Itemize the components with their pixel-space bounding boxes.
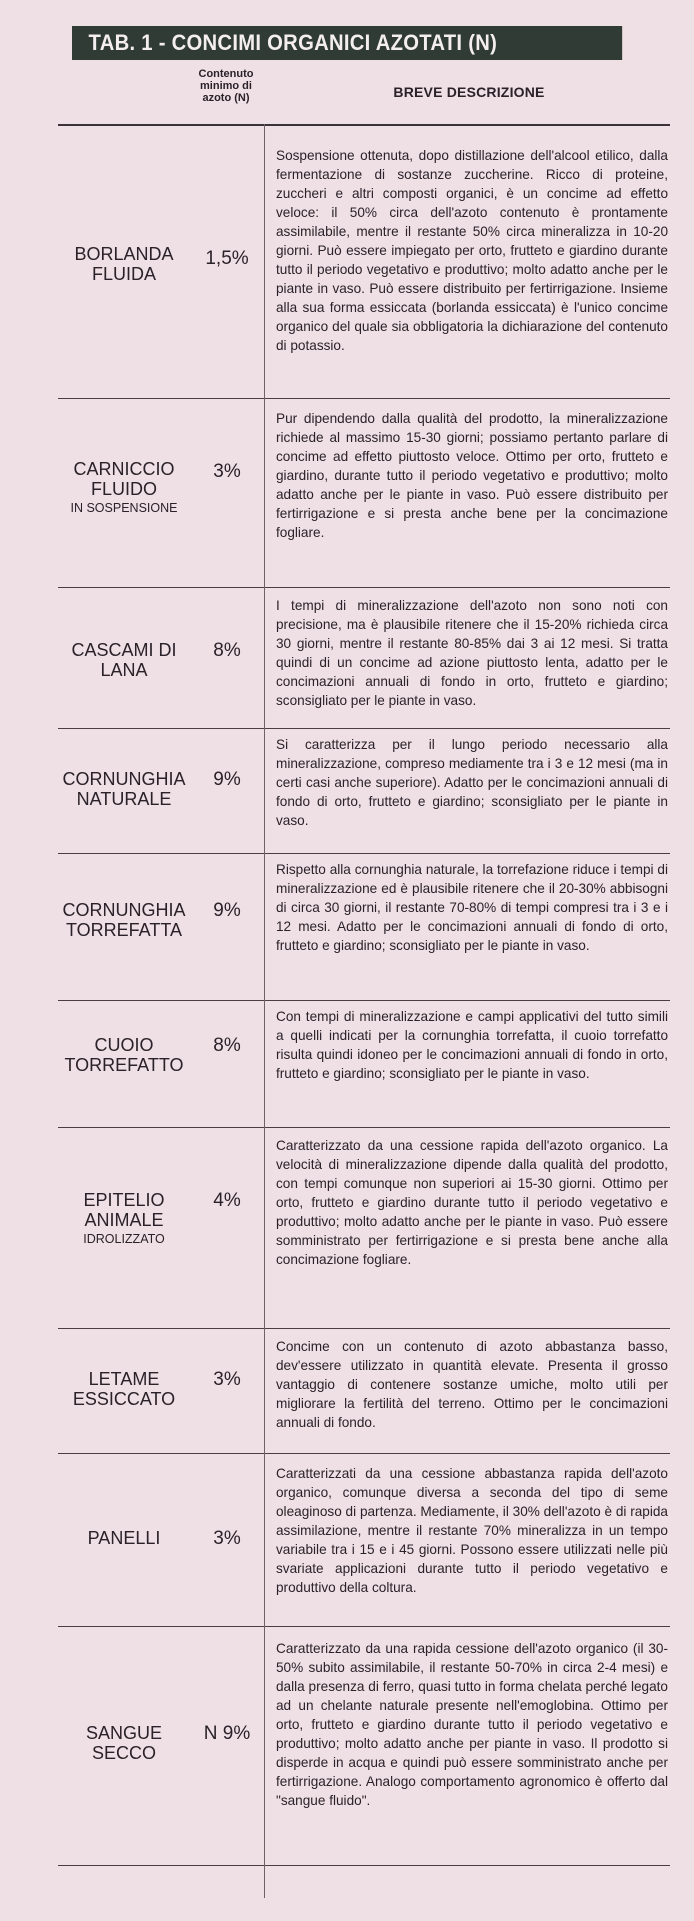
fertilizer-description: Con tempi di mineralizzazione e campi applicativi del tutto simili a quelli indicati per la cornunghia torrefatta, il cuoio torrefatto risulta quindi idoneo per le concimazioni annuali di fondo in orto, frutteto e giardino; sconsigliato per le piante in vaso. — [276, 1009, 668, 1081]
fertilizer-name: BORLANDA FLUIDA — [74, 244, 174, 284]
table-row — [58, 1128, 670, 1329]
fertilizer-description: Caratterizzato da una cessione rapida dell'azoto organico. La velocità di mineralizzazione dipende dalla qualità del prodotto, con tempi comunque non superiori ai 15-30 giorni. Ottimo per orto, frutteto e giardino durante tutto il periodo vegetativo e produttivo; molto adatto anche per le piante in vaso. Può essere somministrato per fertirrigazione e si presta bene anche alla concimazione fogliare. — [276, 1138, 668, 1267]
fertilizer-description: Si caratterizza per il lungo periodo necessario alla mineralizzazione, compreso mediamente tra i 3 e 12 mesi (ma in certi casi anche superiore). Adatto per le concimazioni annuali di fondo di orto, frutteto e giardino; sconsigliato per le piante in vaso. — [276, 737, 668, 828]
fertilizer-name: SANGUE SECCO — [85, 1723, 163, 1763]
fertilizer-name: EPITELIO ANIMALE — [83, 1190, 165, 1230]
fertilizer-description: Pur dipendendo dalla qualità del prodotto, la mineralizzazione richiede al massimo 15-30 giorni; possiamo pertanto parlare di concime ad effetto piuttosto veloce. Ottimo per orto, frutteto e giardino, durante tutto il periodo vegetativo e produttivo; molto adatto anche per le piante in vaso. Può essere distribuito per fertirrigazione e si presta anche bene per la concimazione fogliare. — [276, 411, 668, 540]
fertilizer-description: Caratterizzati da una cessione abbastanza rapida dell'azoto organico, comunque diversa a seconda del tipo di seme oleaginoso di partenza. Mediamente, il 30% dell'azoto è di rapida assimilazione, mentre il restante 70% mineralizza in un tempo variabile tra i 15 e i 45 giorni. Possono essere utilizzati nelle più svariate applicazioni durante tutto il periodo vegetativo e produttivo della coltura. — [276, 1466, 668, 1595]
table-header — [58, 66, 670, 126]
nitrogen-value: 9% — [213, 900, 241, 921]
nitrogen-value: 3% — [213, 1369, 241, 1390]
table-row — [58, 854, 670, 1001]
table-page — [58, 26, 670, 1866]
fertilizer-name-sub: IDROLIZZATO — [83, 1232, 165, 1246]
fertilizer-name: CORNUNGHIA NATURALE — [62, 769, 186, 809]
nitrogen-value: 8% — [213, 1035, 241, 1056]
fertilizer-description: Caratterizzato da una rapida cessione dell'azoto organico (il 30-50% subito assimilabile, il restante 50-70% in circa 2-4 mesi) e dalla presenza di ferro, quasi tutto in forma chelata perché legato ad un chelante naturale presente nell'emoglobina. Ottimo per orto, frutteto e giardino durante tutto il periodo vegetativo e produttivo; molto adatto anche per piante in vaso. Il prodotto si disperde in acqua e quindi può essere somministrato anche per fertirrigazione. Analogo comportamento agronomico è offerto dal "sangue fluido". — [276, 1641, 668, 1808]
nitrogen-value: 8% — [213, 640, 241, 661]
table-row — [58, 588, 670, 729]
table-title: TAB. 1 - CONCIMI ORGANICI AZOTATI (N) — [72, 26, 622, 60]
table-row — [58, 1454, 670, 1627]
nitrogen-value: 9% — [213, 769, 241, 790]
nitrogen-value: 3% — [213, 461, 241, 482]
fertilizer-description: I tempi di mineralizzazione dell'azoto non sono noti con precisione, ma è plausibile ritenere che il 15-20% richieda circa 30 giorni, mentre il restante 80-85% dai 3 ai 12 mesi. Si tratta quindi di un concime ad azione piuttosto lenta, adatto per le concimazioni annuali di fondo in orto, frutteto e giardino; sconsigliato per le piante in vaso. — [276, 598, 668, 708]
nitrogen-value: 4% — [213, 1190, 241, 1211]
fertilizer-name: CARNICCIO FLUIDO — [73, 459, 175, 499]
fertilizer-description: Rispetto alla cornunghia naturale, la torrefazione riduce i tempi di mineralizzazione ed è plausibile ritenere che il 20-30% abbisogni di circa 30 giorni, il restante 70-80% di tempi compresi tra i 3 e i 12 mesi. Adatto per le concimazioni annuali di fondo di orto, frutteto e giardino; sconsigliato per le piante in vaso. — [276, 862, 668, 953]
table-body — [58, 126, 670, 1866]
table-row — [58, 1627, 670, 1866]
table-row — [58, 729, 670, 854]
column-divider — [264, 124, 265, 1898]
nitrogen-value: N 9% — [203, 1723, 251, 1744]
fertilizer-name: CORNUNGHIA TORREFATTA — [62, 900, 186, 940]
fertilizer-name: PANELLI — [87, 1528, 161, 1548]
nitrogen-value: 1,5% — [205, 248, 249, 269]
description-column-header: BREVE DESCRIZIONE — [393, 84, 545, 100]
nitrogen-value: 3% — [213, 1528, 241, 1549]
table-row — [58, 1329, 670, 1454]
fertilizer-name: LETAME ESSICCATO — [72, 1369, 176, 1409]
table-row — [58, 126, 670, 399]
fertilizer-name: CUOIO TORREFATTO — [64, 1035, 184, 1075]
fertilizer-description: Sospensione ottenuta, dopo distillazione dell'alcool etilico, dalla fermentazione di sostanze zuccherine. Ricco di proteine, zuccheri e altri composti organici, è un concime ad effetto veloce: il 50% circa dell'azoto contenuto è prontamente assimilabile, mentre il restante 50% circa mineralizza in 10-20 giorni. Può essere impiegato per orto, frutteto e giardino durante tutto il periodo vegetativo e produttivo; molto adatto anche per le piante in vaso. Può essere distribuito per fertirrigazione. Insieme alla sua forma essiccata (borlanda essiccata) è l'unico concime organico del quale sia obbligatoria la dichiarazione del contenuto di potassio. — [276, 148, 668, 353]
table-row — [58, 399, 670, 588]
nitrogen-column-header: Contenuto minimo di azoto (N) — [198, 68, 254, 104]
fertilizer-name: CASCAMI DI LANA — [71, 640, 177, 680]
fertilizer-name-sub: IN SOSPENSIONE — [70, 501, 178, 515]
table-row — [58, 1001, 670, 1128]
fertilizer-description: Concime con un contenuto di azoto abbastanza basso, dev'essere utilizzato in quantità elevate. Presenta il grosso vantaggio di contenere sostanze umiche, molto utili per migliorare la fertilità del terreno. Ottimo per le concimazioni annuali di fondo. — [276, 1339, 668, 1430]
